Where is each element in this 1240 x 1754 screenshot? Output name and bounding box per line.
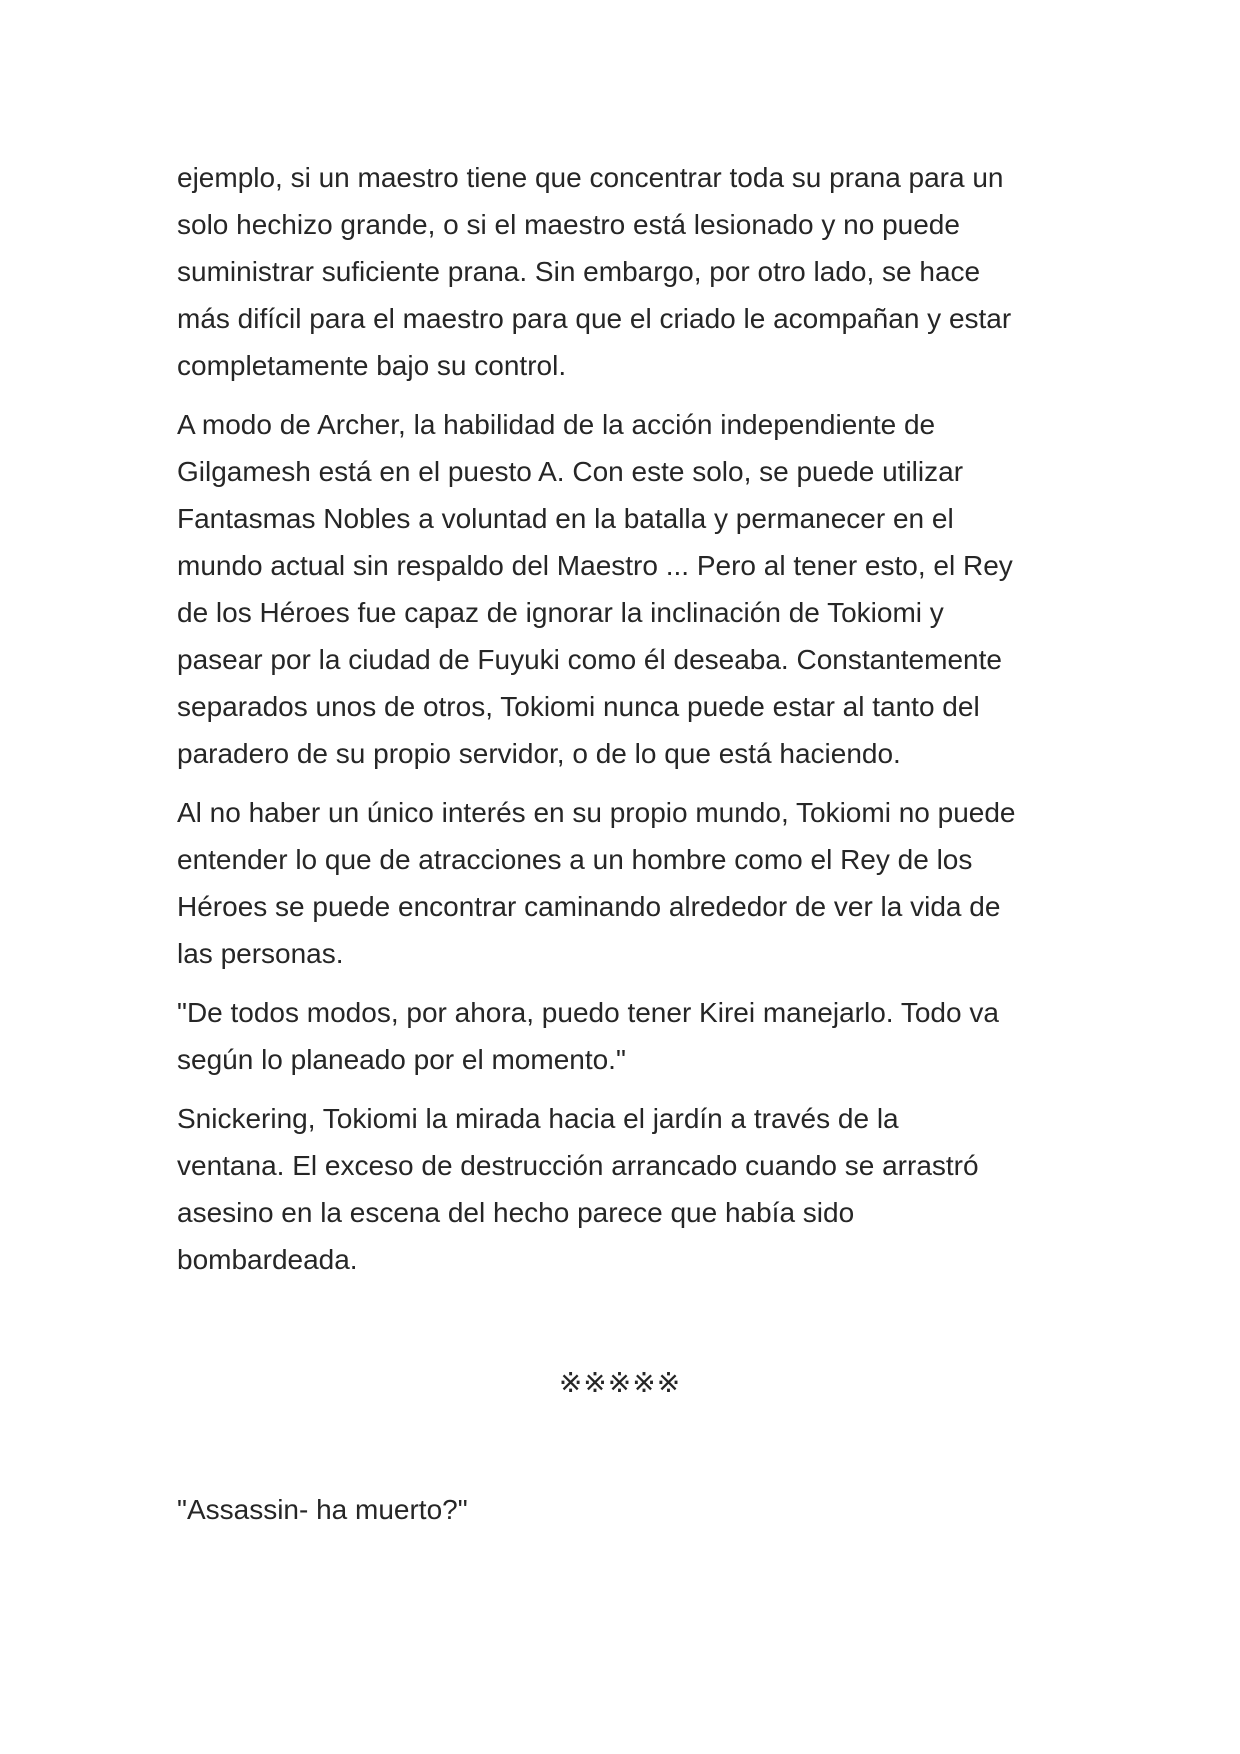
dialogue-line: "Assassin- ha muerto?" <box>177 1494 468 1525</box>
paragraph <box>177 789 1077 977</box>
text-line: según lo planeado por el momento." <box>177 1044 626 1075</box>
text-line: solo hechizo grande, o si el maestro está lesionado y no puede <box>177 209 960 240</box>
text-line: Fantasmas Nobles a voluntad en la batalla y permanecer en el <box>177 503 954 534</box>
text-line: paradero de su propio servidor, o de lo que está haciendo. <box>177 738 901 769</box>
text-line: asesino en la escena del hecho parece que había sido <box>177 1197 855 1228</box>
paragraph <box>177 154 1077 389</box>
text-line: Gilgamesh está en el puesto A. Con este solo, se puede utilizar <box>177 456 964 487</box>
body-text <box>177 154 1077 1295</box>
scene-separator: ※※※※※ <box>558 1366 682 1399</box>
text-line: ventana. El exceso de destrucción arrancado cuando se arrastró <box>177 1150 979 1181</box>
text-line: suministrar suficiente prana. Sin embargo, por otro lado, se hace <box>177 256 981 287</box>
text-line: "De todos modos, por ahora, puedo tener Kirei manejarlo. Todo va <box>177 997 999 1028</box>
text-line: ejemplo, si un maestro tiene que concentrar toda su prana para un <box>177 162 1004 193</box>
paragraph <box>177 401 1077 777</box>
paragraph <box>177 989 1077 1083</box>
text-line: mundo actual sin respaldo del Maestro ... Pero al tener esto, el Rey <box>177 550 1013 581</box>
text-line: de los Héroes fue capaz de ignorar la inclinación de Tokiomi y <box>177 597 944 628</box>
text-line: bombardeada. <box>177 1244 358 1275</box>
text-line: Al no haber un único interés en su propio mundo, Tokiomi no puede <box>177 797 1016 828</box>
text-line: más difícil para el maestro para que el criado le acompañan y estar <box>177 303 1012 334</box>
text-line: completamente bajo su control. <box>177 350 567 381</box>
text-line: entender lo que de atracciones a un hombre como el Rey de los <box>177 844 973 875</box>
text-line: Snickering, Tokiomi la mirada hacia el jardín a través de la <box>177 1103 899 1134</box>
text-line: separados unos de otros, Tokiomi nunca puede estar al tanto del <box>177 691 980 722</box>
text-line: A modo de Archer, la habilidad de la acción independiente de <box>177 409 936 440</box>
text-line: las personas. <box>177 938 344 969</box>
text-line: pasear por la ciudad de Fuyuki como él deseaba. Constantemente <box>177 644 1002 675</box>
text-line: Héroes se puede encontrar caminando alrededor de ver la vida de <box>177 891 1001 922</box>
paragraph <box>177 1095 1077 1283</box>
